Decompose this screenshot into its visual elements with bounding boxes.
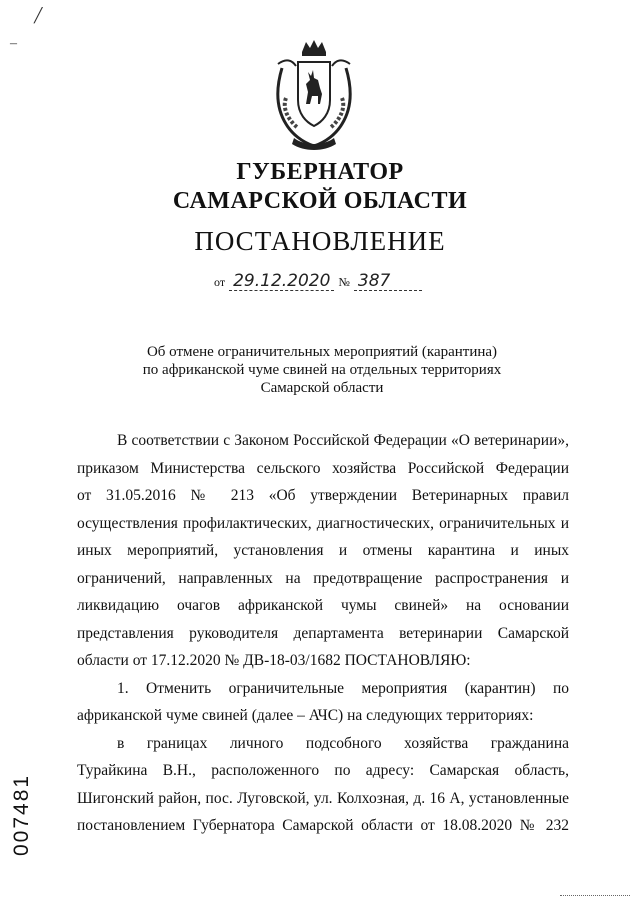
number-prefix: №: [338, 275, 350, 289]
governor-title-line1: ГУБЕРНАТОР: [236, 159, 404, 185]
handwritten-date: 29.12.2020: [229, 272, 334, 291]
body-line: ликвидацию очагов африканской чумы свиней» на основании: [77, 597, 569, 614]
body-line: ограничений, направленных на предотвращение распространения и: [77, 569, 569, 587]
date-number-line: [214, 272, 422, 291]
scan-artifact-dots: [560, 889, 630, 896]
governor-title-line2: САМАРСКОЙ ОБЛАСТИ: [172, 188, 468, 214]
body-line: африканской чуме свиней (далее – АЧС) на следующих территориях:: [77, 707, 534, 724]
serial-number: 007481: [10, 773, 33, 857]
handwritten-number: 387: [354, 272, 422, 291]
subject-line: по африканской чуме свиней на отдельных территориях: [142, 362, 502, 378]
decree-body: [77, 427, 569, 840]
body-line: от 31.05.2016 № 213 «Об утверждении Ветеринарных правил: [77, 487, 569, 504]
body-line: представления руководителя департамента ветеринарии Самарской: [77, 624, 569, 642]
body-line: Турайкина В.Н., расположенного по адресу: Самарская область,: [77, 762, 569, 779]
body-line: осуществления профилактических, диагностических, ограничительных и: [77, 514, 569, 532]
body-line: иных мероприятий, установления и отмены карантина и иных: [77, 542, 569, 559]
pen-mark: –: [10, 36, 17, 51]
decree-subject: [80, 343, 564, 397]
body-line: Шигонский район, пос. Луговской, ул. Колхозная, д. 16 А, установленные: [77, 789, 569, 807]
body-line: В соответствии с Законом Российской Федерации «О ветеринарии»,: [117, 432, 569, 449]
pen-mark: ╱: [34, 9, 43, 24]
coat-of-arms-emblem: [272, 38, 356, 154]
body-line: в границах личного подсобного хозяйства гражданина: [117, 734, 569, 752]
date-prefix: от: [214, 275, 226, 289]
body-line: постановлением Губернатора Самарской области от 18.08.2020 № 232: [77, 817, 569, 834]
body-line: приказом Министерства сельского хозяйства Российской Федерации: [77, 459, 569, 477]
body-line: 1. Отменить ограничительные мероприятия (карантин) по: [117, 679, 569, 697]
subject-line: Самарской области: [260, 380, 384, 396]
subject-line: Об отмене ограничительных мероприятий (карантина): [146, 344, 498, 360]
body-line: области от 17.12.2020 № ДВ-18-03/1682 ПОСТАНОВЛЯЮ:: [77, 652, 471, 669]
document-type-title: ПОСТАНОВЛЕНИЕ: [194, 226, 446, 256]
